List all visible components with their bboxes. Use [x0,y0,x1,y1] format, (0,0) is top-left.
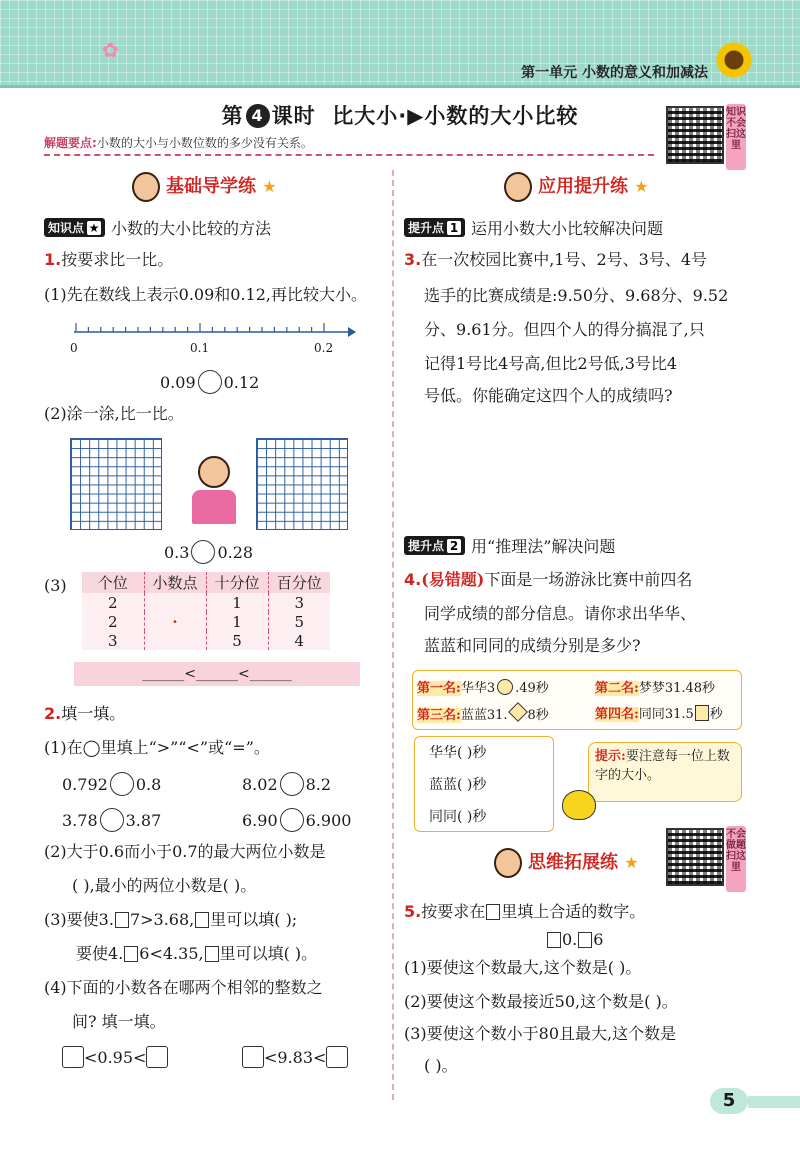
place-value-table [82,572,330,650]
compare-item: 8.02 8.2 [242,772,331,796]
boy-icon [132,172,160,202]
table-row: 2 1 3 [82,593,330,612]
q4-line2: 同学成绩的部分信息。请你求出华华、 [424,604,697,623]
q2-part2-b: ( ),最小的两位小数是( )。 [72,876,257,895]
q3-line2: 选手的比赛成绩是:9.50分、9.68分、9.52 [424,286,729,305]
race-info-box: 第一名:华华3 .49秒 第二名:梦梦31.48秒 第三名:蓝蓝31. 8秒 第四名:同同31.5 秒 [412,670,742,730]
q2-part3-b: 要使4. 6<4.35, 里可以填( )。 [76,944,318,963]
q2-part4-a: (4)下面的小数各在哪两个相邻的整数之 [44,978,323,997]
digit-box[interactable] [115,912,129,928]
col-ones: 个位 [82,572,144,593]
duck-icon [562,790,596,820]
col-hundredths: 百分位 [276,574,322,592]
qr-tag-knowledge: 知识不会扫这里 [726,104,746,170]
answer-tongtong: 同同( )秒 [429,809,487,825]
compare-circle[interactable] [100,808,124,832]
column-divider [392,170,394,1100]
digit-box-ref [205,946,219,962]
q5-part4: ( )。 [424,1056,458,1075]
q4-line3: 蓝蓝和同同的成绩分别是多少? [424,636,641,655]
star-icon: ★ [624,853,639,872]
compare-circle[interactable] [191,540,215,564]
qr-tag-help: 不会做题扫这里 [726,826,746,892]
digit-box[interactable] [578,932,592,948]
star-icon: ★ [262,177,277,196]
page-number: 5 [710,1088,748,1114]
answer-box[interactable] [62,1046,84,1068]
page-number-bar [748,1096,800,1108]
answer-box[interactable] [326,1046,348,1068]
grid-square-left[interactable] [70,438,162,530]
q3-line1: 3.在一次校园比赛中,1号、2号、3号、4号 [404,250,708,269]
banner-basic: 基础导学练 ★ [132,172,277,206]
compare-2: 0.3 0.28 [164,540,253,564]
digit-circle[interactable] [497,679,513,695]
lesson-number: 4 [246,104,270,128]
digit-box[interactable] [547,932,561,948]
q3-line4: 记得1号比4号高,但比2号低,3号比4 [424,354,678,373]
lesson-title: 第 4 课时 比大小·▶小数的大小比较 [221,104,579,128]
q1-title: 1.按要求比一比。 [44,250,174,269]
star-icon: ★ [634,177,649,196]
q2-part2-a: (2)大于0.6而小于0.7的最大两位小数是 [44,842,326,861]
hint-box: 提示:要注意每一位上数字的大小。 [588,742,742,802]
improve-point-2: 提升点 2 用“推理法”解决问题 [404,536,615,557]
improve-point-1: 提升点 1 运用小数大小比较解决问题 [404,218,663,239]
answer-box[interactable] [242,1046,264,1068]
col-tenths: 十分位 [206,572,268,593]
boy-icon [504,172,532,202]
tick-label-0: 0 [70,341,78,355]
digit-box-ref [486,904,500,920]
digit-box[interactable] [695,705,709,721]
table-row: 3 5 4 [82,631,330,650]
knowledge-point: 知识点 ★ 小数的大小比较的方法 [44,218,271,239]
q2-title: 2.填一填。 [44,704,126,723]
digit-box-ref [195,912,209,928]
digit-diamond[interactable] [508,702,528,722]
compare-circle[interactable] [280,772,304,796]
knowledge-tag: 知识点 ★ [44,218,105,237]
compare-1: 0.09 0.12 [160,370,259,394]
compare-item: 3.78 3.87 [62,808,161,832]
q4-line1: 4.(易错题)下面是一场游泳比赛中前四名 [404,570,693,589]
q2-part1: (1)在◯里填上“>”“<”或“=”。 [44,738,270,757]
compare-circle[interactable] [280,808,304,832]
butterfly-icon: ✿ [102,38,119,62]
range-item: <9.83< [242,1046,348,1068]
order-answer-blank[interactable]: ______<______<______ [74,662,360,686]
banner-extend: 思维拓展练 ★ [494,848,639,882]
q1-part3: (3) [44,576,67,595]
compare-item: 6.90 6.900 [242,808,351,832]
answer-lanlan: 蓝蓝( )秒 [429,777,487,793]
q1-part2: (2)涂一涂,比一比。 [44,404,184,423]
answer-huahua: 华华( )秒 [429,745,487,761]
answer-box[interactable] [146,1046,168,1068]
q5-part1: (1)要使这个数最大,这个数是( )。 [404,958,642,977]
q5-number: 0. 6 [546,930,603,950]
range-item: <0.95< [62,1046,168,1068]
teacher-illustration [190,456,238,526]
q3-line5: 号低。你能确定这四个人的成绩吗? [424,386,673,405]
tick-label-01: 0.1 [190,341,210,355]
compare-circle[interactable] [198,370,222,394]
q5-part2: (2)要使这个数最接近50,这个数是( )。 [404,992,678,1011]
boy-icon [494,848,522,878]
compare-circle[interactable] [110,772,134,796]
tick-label-02: 0.2 [314,341,334,355]
grid-square-right[interactable] [256,438,348,530]
unit-title: 第一单元 小数的意义和加减法 [521,65,708,81]
qr-code-help[interactable] [666,828,724,886]
q2-part3-a: (3)要使3. 7>3.68, 里可以填( ); [44,910,298,929]
qr-code-knowledge[interactable] [666,106,724,164]
banner-apply: 应用提升练 ★ [504,172,649,206]
table-row: 2 · 1 5 [82,612,330,631]
q1-part1: (1)先在数线上表示0.09和0.12,再比较大小。 [44,285,368,304]
compare-item: 0.792 0.8 [62,772,161,796]
q2-part4-b: 间? 填一填。 [72,1012,166,1031]
sunflower-icon [716,42,752,78]
q5-part3: (3)要使这个数小于80且最大,这个数是 [404,1024,677,1043]
page-header [0,0,800,88]
tips-bar: 解题要点:小数的大小与小数位数的多少没有关系。 [44,134,654,156]
digit-box[interactable] [124,946,138,962]
q3-line3: 分、9.61分。但四个人的得分搞混了,只 [424,320,705,339]
number-line[interactable] [66,318,356,354]
col-decimal-point: 小数点 [144,572,206,593]
answer-box-q4[interactable] [414,736,554,832]
q5-title: 5.按要求在 里填上合适的数字。 [404,902,646,921]
